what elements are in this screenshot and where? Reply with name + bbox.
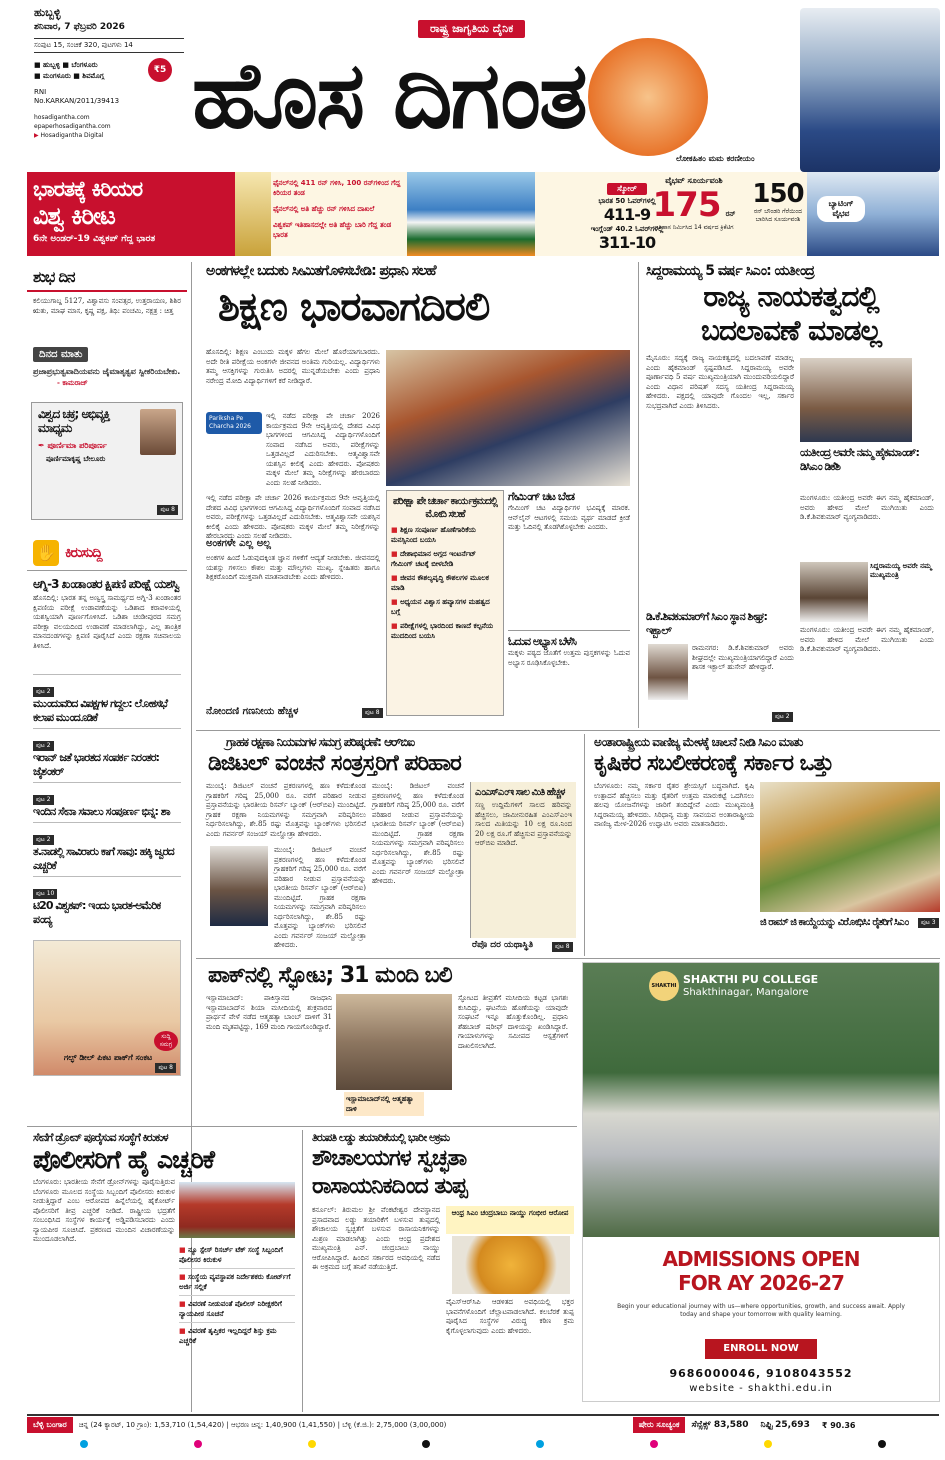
india-map-logo [588, 38, 708, 156]
drone-headline[interactable]: ಪೊಲೀಸರಿಗೆ ಹೈ ಎಚ್ಚರಿಕೆ [33, 1145, 215, 1174]
dks-photo [800, 562, 868, 622]
eng-line: ಇಂಗ್ಲೆಂಡ್ 40.2 ಓವರ್‌ಗಳಲ್ಲಿ [590, 225, 664, 233]
dinada-maatu-heading: ದಿನದ ಮಾತು [33, 347, 88, 362]
youtube-icon: ▶ [34, 132, 39, 139]
lead-photo [386, 350, 630, 486]
tirupati-headline-1[interactable]: ಶೌಚಾಲಯಗಳ ಸ್ವಚ್ಛತಾ [312, 1146, 467, 1171]
siddu-story [642, 262, 940, 728]
drone-item: ■ ಸಂಸ್ಥೆಯ ವ್ಯವಸ್ಥಾಪಕ ನಿರ್ದೇಶಕರು ಕೋರ್ಟ್‌ಗೆ ಅರ್ಜಿ ಸಲ್ಲಿಕೆ [179, 1269, 295, 1296]
editions [34, 60, 104, 82]
brief-1-title[interactable]: ಅಗ್ನಿ-3 ಖಂಡಾಂತರ ಕ್ಷಿಪಣಿ ಪರೀಕ್ಷೆ ಯಶಸ್ವಿ [33, 577, 179, 591]
siddu-sub-title[interactable]: ಡಿ.ಕೆ.ಶಿವಕುಮಾರ್‌ಗೆ ಸಿಎಂ ಸ್ಥಾನ ಶೀಘ್ರ: ಇಕ್ಬಾಲ್ [646, 610, 767, 637]
trophy-image [235, 172, 271, 256]
governor-photo [210, 846, 268, 926]
pak-caption: ಇಸ್ಲಾಮಾಬಾದ್‌ನಲ್ಲಿ ಆತ್ಮಹತ್ಯಾ ದಾಳಿ [344, 1092, 424, 1116]
masthead-issue: ಸಂಪುಟ 15, ಸಂಚಿಕೆ 320, ಪುಟಗಳು 14 [34, 38, 184, 53]
lead-text-2: ಇಲ್ಲಿ ನಡೆದ ಪರೀಕ್ಷಾ ಪೇ ಚರ್ಚಾ 2026 ಕಾರ್ಯಕ್ರಮದ 9ನೇ ಆವೃತ್ತಿಯಲ್ಲಿ ದೇಶದ ವಿವಿಧ ಭಾಗಗಳಿಂದ ಆಗಮಿಸಿದ್ದ ವಿದ್ಯಾರ್ಥಿಗಳೊಂದಿಗೆ ಸಂವಾದ ನಡೆಸಿದ ಅವರು, ಪರೀಕ್ಷೆಗಳನ್ನು ಒತ್ತಡವಿಲ್ಲದೆ ಎದುರಿಸಬೇಕು. ಆತ್ಮವಿಶ್ವಾಸವೇ ಯಶಸ್ಸಿನ ಕೀಲಿಕೈ ಎಂದು ಹೇಳಿದರು. ಪೋಷಕರು ಮಕ್ಕಳ ಮೇಲೆ ತಮ್ಮ ನಿರೀಕ್ಷೆಗಳನ್ನು ಹೇರಬಾರದು ಎಂದು ಸಲಹೆ ನೀಡಿದರು. [266, 412, 380, 487]
brief-item[interactable]: ಪುಟ 10 ಟಿ20 ವಿಶ್ವಕಪ್: ಇಂದು ಭಾರತ-ಅಮೆರಿಕ ಪಂದ್ಯ [33, 876, 181, 930]
siddu-page-link[interactable]: ಪುಟ 2 [772, 712, 793, 722]
banner-note-3: ವಿಶ್ವಕಪ್ ಇತಿಹಾಸದಲ್ಲೇ ಅತಿ ಹೆಚ್ಚು ಬಾರಿ ಗೆದ್ದ ತಂಡ ಭಾರತ [273, 221, 392, 239]
player-stats [639, 176, 749, 232]
college-name: SHAKTHI PU COLLEGE [683, 973, 819, 986]
box-2-text: ಗೇಮಿಂಗ್ ಚಟ ವಿದ್ಯಾರ್ಥಿಗಳ ಭವಿಷ್ಯಕ್ಕೆ ಮಾರಕ. ಆನ್‌ಲೈನ್ ಆಟಗಳಲ್ಲಿ ಸಮಯ ವ್ಯರ್ಥ ಮಾಡದೆ ಕ್ರೀಡೆ ಮತ್ತು ಓದಿನಲ್ಲಿ ತೊಡಗಿಕೊಳ್ಳಬೇಕು ಎಂದರು. [508, 504, 630, 531]
drone-story [27, 1130, 299, 1412]
registration-marks [27, 1440, 939, 1450]
ppc-logo: Pariksha Pe Charcha 2026 [206, 412, 262, 434]
siddu-headline-2[interactable]: ಬದಲಾವಣೆ ಮಾಡಲ್ಲ [700, 314, 881, 347]
ad-body: Begin your educational journey with us—where opportunities, growth, and success await. Apply today and shape your tomorrow with quality learning. [617, 1303, 905, 1318]
farm-photo [760, 782, 940, 912]
batting-label: ಬ್ಯಾಟಿಂಗ್ ವೈಭವ [817, 196, 865, 222]
box-1-title: ಪರೀಕ್ಷಾ ಪೇ ಚರ್ಚಾ ಕಾರ್ಯಕ್ರಮದಲ್ಲಿ ಮೋದಿ ಸಲಹೆ [392, 496, 498, 520]
lead-text-1: ಹೊಸದಿಲ್ಲಿ: ಶಿಕ್ಷಣ ಎಂಬುದು ಮಕ್ಕಳ ಹೆಗಲ ಮೇಲೆ ಹೊರೆಯಾಗಬಾರದು. ಅದೇ ರೀತಿ ಪರೀಕ್ಷೆಯ ಅಂಕಗಳೇ ಜೀವನದ ಅಂತಿಮ ಗುರಿಯಲ್ಲ. ವಿದ್ಯಾರ್ಥಿಗಳು ತಮ್ಮ ಆಸಕ್ತಿಗಳನ್ನು ಗುರುತಿಸಿ ಅದರಲ್ಲಿ ಮುನ್ನಡೆಯಬೇಕು ಎಂದು ಪ್ರಧಾನಿ ನರೇಂದ್ರ ಮೋದಿ ವಿದ್ಯಾರ್ಥಿಗಳಿಗೆ ಕರೆ ನೀಡಿದ್ದಾರೆ. [206, 348, 380, 385]
runs-note: ಇತಿಹಾಸ ನಿರ್ಮಿಸಿದ 14 ವರ್ಷದ ಕ್ರಿಕೆಟಿಗ [654, 224, 734, 231]
yatindra-photo [800, 358, 912, 442]
rbi-text-3: ಮುಂಬೈ: ಡಿಜಿಟಲ್ ವಂಚನೆ ಪ್ರಕರಣಗಳಲ್ಲಿ ಹಣ ಕಳೆದುಕೊಂಡ ಗ್ರಾಹಕರಿಗೆ ಗರಿಷ್ಠ 25,000 ರೂ. ವರೆಗೆ ಪರಿಹಾರ ನೀಡುವ ಪ್ರಸ್ತಾವನೆಯನ್ನು ಭಾರತೀಯ ರಿಸರ್ವ್ ಬ್ಯಾಂಕ್ (ಆರ್‌ಬಿಐ) ಮುಂದಿಟ್ಟಿದೆ. ಗ್ರಾಹಕ ರಕ್ಷಣಾ ನಿಯಮಗಳನ್ನು ಸಮಗ್ರವಾಗಿ ಪರಿಷ್ಕರಿಸಲು ನಿರ್ಧರಿಸಲಾಗಿದ್ದು, ಶೇ.85 ರಷ್ಟು ಮೊತ್ತವನ್ನು ಬ್ಯಾಂಕ್‌ಗಳು ಭರಿಸಲಿವೆ ಎಂದು ಗವರ್ನರ್ ಸಂಜಯ್ ಮಲ್ಹೋತ್ರಾ ಹೇಳಿದರು. [372, 782, 464, 885]
rbi-box-text: ಸಣ್ಣ ಉದ್ದಿಮೆಗಳಿಗೆ ಸಾಲದ ಹರಿವನ್ನು ಹೆಚ್ಚಿಸಲು, ಜಾಮೀನುರಹಿತ ಎಂಎಸ್‌ಎಂಇ ಸಾಲದ ಮಿತಿಯನ್ನು 10 ಲಕ್ಷ ರೂ.ನಿಂದ 20 ಲಕ್ಷ ರೂ.ಗೆ ಹೆಚ್ಚಿಸುವ ಪ್ರಸ್ತಾವನೆಯನ್ನು ಆರ್‌ಬಿಐ ಮಾಡಿದೆ. [475, 801, 572, 847]
box-1-item: ■ ಜೀವನ ಕೌಶಲ್ಯವೃದ್ಧಿ ಕೌಶಲಗಳ ಮೂಲಕ ಮಾಡಿ [391, 573, 499, 593]
quote-author: - ಕಾಮರಾಜ್ [57, 379, 88, 387]
runs-number: 175 [652, 185, 721, 225]
drone-item: ■ ನ್ಯೂ ಸ್ಪೇಸ್ ರಿಸರ್ಚ್ ಟೆಕ್ ಸಂಸ್ಥೆ ಸಿಬ್ಬಂದಿಗೆ ಪೊಲೀಸರ ಕಿರುಕುಳ [179, 1242, 295, 1269]
panchanga-text: ಕಲಿಯುಗಾಬ್ದ 5127, ವಿಶ್ವಾವಸು ಸಂವತ್ಸರ, ಉತ್ತರಾಯಣ, ಶಿಶಿರ ಋತು, ಮಾಘ ಮಾಸ, ಕೃಷ್ಣ ಪಕ್ಷ, ತಿಥಿ: ಪಂಚಮಿ, ನಕ್ಷತ್ರ : ಚಿತ್ತ [33, 297, 181, 315]
rni-number: RNI No.KARKAN/2011/39413 [34, 88, 120, 105]
lead-text-3: ಅಂಕಗಳ ಹಿಂದೆ ಓಡುವುದಕ್ಕಿಂತ ಜ್ಞಾನ ಗಳಿಕೆಗೆ ಆದ್ಯತೆ ನೀಡಬೇಕು. ಜೀವನದಲ್ಲಿ ಯಶಸ್ಸು ಗಳಿಸಲು ಕೌಶಲ ಮತ್ತು ಮೌಲ್ಯಗಳು ಮುಖ್ಯ. ಸ್ನೇಹಿತರು ಹಾಗೂ ಶಿಕ್ಷಕರೊಂದಿಗೆ ಮುಕ್ತವಾಗಿ ಮಾತನಾಡಬೇಕು ಎಂದು ಹೇಳಿದರು. [206, 554, 380, 581]
rupee: ₹ 90.36 [821, 1420, 856, 1430]
newspaper-title-text: ಹೊಸ ದಿಗಂತ [192, 42, 586, 149]
rbi-headline[interactable]: ಡಿಜಿಟಲ್ ವಂಚನೆ ಸಂತ್ರಸ್ತರಿಗೆ ಪರಿಹಾರ [208, 751, 461, 776]
sixes-number: 150 [752, 179, 804, 209]
player-name: ವೈಭವ್ ಸೂರ್ಯವಂಶಿ [665, 176, 723, 185]
ad-phone: 9686000046, 9108043552 [669, 1367, 853, 1380]
siddu-side-text: ಮಂಗಳೂರು: ಯತೀಂದ್ರ ಅವರೇ ಈಗ ನಮ್ಮ ಹೈಕಮಾಂಡ್, ಅವರು ಹೇಳಿದ ಮೇಲೆ ಮುಗಿಯಿತು ಎಂದು ಡಿ.ಕೆ.ಶಿವಕುಮಾರ್ ವ್ಯಂಗ್ಯವಾಡಿದರು. [800, 494, 934, 521]
siddu-side-title[interactable]: ಯತೀಂದ್ರ ಅವರೇ ನಮ್ಮ ಹೈಕಮಾಂಡ್: ಡಿಸಿಎಂ ಡಿಕೆಶಿ [800, 446, 919, 473]
sixes-note: ರನ್ ಬೌಂಡರಿ ಗೆರೆಯಿಂದ ಬಾರಿಸಿದ ಸೂರ್ಯವಂಶಿ [753, 208, 803, 223]
banner-headline-box [27, 172, 235, 256]
masthead-date: ಶನಿವಾರ, 7 ಫೆಬ್ರವರಿ 2026 [34, 22, 125, 32]
lead-text-2b: ಇಲ್ಲಿ ನಡೆದ ಪರೀಕ್ಷಾ ಪೇ ಚರ್ಚಾ 2026 ಕಾರ್ಯಕ್ರಮದ 9ನೇ ಆವೃತ್ತಿಯಲ್ಲಿ ದೇಶದ ವಿವಿಧ ಭಾಗಗಳಿಂದ ಆಗಮಿಸಿದ್ದ ವಿದ್ಯಾರ್ಥಿಗಳೊಂದಿಗೆ ಸಂವಾದ ನಡೆಸಿದ ಅವರು, ಪರೀಕ್ಷೆಗಳನ್ನು ಒತ್ತಡವಿಲ್ಲದೆ ಎದುರಿಸಬೇಕು. ಆತ್ಮವಿಶ್ವಾಸವೇ ಯಶಸ್ಸಿನ ಕೀಲಿಕೈ ಎಂದು ಹೇಳಿದರು. ಪೋಷಕರು ಮಕ್ಕಳ ಮೇಲೆ ತಮ್ಮ ನಿರೀಕ್ಷೆಗಳನ್ನು ಹೇರಬಾರದು ಎಂದು ಸಲಹೆ ನೀಡಿದರು. [206, 494, 380, 540]
siddu-side-text-2: ಮಂಗಳೂರು: ಯತೀಂದ್ರ ಅವರೇ ಈಗ ನಮ್ಮ ಹೈಕಮಾಂಡ್, ಅವರು ಹೇಳಿದ ಮೇಲೆ ಮುಗಿಯಿತು ಎಂದು ಡಿ.ಕೆ.ಶಿವಕುಮಾರ್ ವ್ಯಂಗ್ಯವಾಡಿದರು. [800, 626, 934, 653]
cartoon-tag: ಸುದ್ದಿ ಸಮಗ್ರ [154, 1031, 178, 1051]
column-page-link[interactable]: ಪುಟ 8 [157, 505, 178, 515]
column-title: ವಿಶ್ವದ ಚಕ್ರ; ಅಭಿವ್ಯಕ್ತಿ ಮಾಧ್ಯಮ [38, 407, 110, 435]
rbi-box-title: ಎಂಎಸ್‌ಎಂಇ ಸಾಲ ಮಿತಿ ಹೆಚ್ಚಳ [475, 787, 565, 798]
lead-story [196, 262, 634, 728]
brief-item[interactable]: ಪುಟ 2 ಇರಾನ್ ಜತೆ ಭಾರತದ ಸಂಪರ್ಕ ನಿರಂತರ: ಜೈಶಂಕರ್ [33, 728, 181, 782]
banner-notes [273, 178, 405, 240]
farm-kicker: ಅಂತಾರಾಷ್ಟ್ರೀಯ ವಾಣಿಜ್ಯ ಮೇಳಕ್ಕೆ ಚಾಲನೆ ನೀಡಿ ಸಿಎಂ ಮಾತು [594, 735, 803, 749]
columnist-photo [140, 409, 176, 455]
lead-footer[interactable]: ನೋಂದಣಿ ಗಣನೀಯ ಹೆಚ್ಚಳ [206, 706, 299, 717]
website-link[interactable]: hosadigantha.com [34, 114, 90, 121]
pak-photo [336, 994, 452, 1090]
brief-1-text: ಹೊಸದಿಲ್ಲಿ: ಭಾರತ ತನ್ನ ಅಣ್ವಸ್ತ್ರ ಸಾಮರ್ಥ್ಯದ ಅಗ್ನಿ-3 ಖಂಡಾಂತರ ಕ್ಷಿಪಣಿಯ ಪರೀಕ್ಷೆ ಉಡಾವಣೆಯನ್ನು ಒಡಿಶಾದ ಕರಾವಳಿಯಲ್ಲಿ ಯಶಸ್ವಿಯಾಗಿ ಪೂರ್ಣಗೊಳಿಸಿದೆ. ಒಡಿಶಾ ಚಂಡೀಪುರದ ಸಮಗ್ರ ಪರೀಕ್ಷಾ ವಲಯದಿಂದ ಉಡಾವಣೆ ಮಾಡಲಾಗಿದ್ದು, ಎಲ್ಲ ತಾಂತ್ರಿಕ ಮಾನದಂಡಗಳನ್ನು ಕ್ಷಿಪಣಿ ಪೂರೈಸಿದೆ ಎಂದು ರಕ್ಷಣಾ ಸಚಿವಾಲಯ ತಿಳಿಸಿದೆ. [33, 594, 181, 650]
banner-note-2: ಫೈನಲ್‌ನಲ್ಲಿ ಅತಿ ಹೆಚ್ಚು ರನ್ ಗಳಿಸಿದ ದಾಖಲೆ [273, 205, 375, 213]
pak-text-2: ಸ್ಫೋಟದ ತೀವ್ರತೆಗೆ ಮಸೀದಿಯ ಕಟ್ಟಡ ಭಾಗಶಃ ಕುಸಿದಿದ್ದು, ಘಟನೆಯ ಹೊಣೆಯನ್ನು ಯಾವುದೇ ಸಂಘಟನೆ ಇನ್ನೂ ಹೊತ್ತುಕೊಂಡಿಲ್ಲ. ಪ್ರಧಾನಿ ಶೆಹಬಾಜ್ ಷರೀಫ್ ದಾಳಿಯನ್ನು ಖಂಡಿಸಿದ್ದಾರೆ. ಗಾಯಾಳುಗಳನ್ನು ಸಮೀಪದ ಆಸ್ಪತ್ರೆಗಳಿಗೆ ದಾಖಲಿಸಲಾಗಿದೆ. [458, 994, 568, 1050]
drone-item: ■ ವಿವರಣೆ ತೃಪ್ತಿಕರ ಇಲ್ಲದಿದ್ದರೆ ಶಿಸ್ತು ಕ್ರಮ ಎಚ್ಚರಿಕೆ [179, 1323, 295, 1349]
epaper-link[interactable]: epaperhosadigantha.com [34, 123, 111, 130]
masthead-city: ಹುಬ್ಬಳ್ಳಿ [34, 6, 61, 19]
masthead [0, 0, 945, 172]
cartoon-page-link[interactable]: ಪುಟ 8 [155, 1063, 176, 1073]
ad-headline-2: FOR AY 2026-27 [678, 1271, 844, 1295]
lead-box-2 [508, 490, 630, 620]
lead-box-3 [508, 630, 630, 716]
score-label: ಸ್ಕೋರ್ [607, 183, 647, 195]
rbi-box [470, 782, 576, 938]
brief-list [27, 674, 187, 930]
gold-rates: ಚಿನ್ನ (24 ಕ್ಯಾರಟ್, 10 ಗ್ರಾಂ): 1,53,710 (1,54,420) | ಆಭರಣ ಚಿನ್ನ: 1,40,900 (1,41,550) | ಬೆಳ್ಳಿ (ಕೆ.ಜಿ.): 2,75,000 (3,00,000) [78, 1420, 447, 1429]
tirupati-text-2: ವೈಎಸ್‌ಆರ್‌ಸಿಪಿ ಆಡಳಿತದ ಅವಧಿಯಲ್ಲಿ ಭಕ್ತರ ಭಾವನೆಗಳೊಂದಿಗೆ ಚೆಲ್ಲಾಟವಾಡಲಾಗಿದೆ. ಕಲಬೆರಕೆ ತುಪ್ಪ ಪೂರೈಸಿದ ಸಂಸ್ಥೆಗಳ ವಿರುದ್ಧ ಕಠಿಣ ಕ್ರಮ ಕೈಗೊಳ್ಳಲಾಗುವುದು ಎಂದು ಹೇಳಿದರು. [446, 1298, 574, 1335]
drone-items [179, 1242, 295, 1349]
iqbal-photo [648, 644, 688, 700]
brief-item[interactable]: ಪುಟ 2 ತ.ನಾಡಲ್ಲಿ ಸಾವಿರಾರು ಕಾಗೆ ಸಾವು: ಹಕ್ಕಿ ಜ್ವರದ ಎಚ್ಚರಿಕೆ [33, 822, 181, 876]
banner-headline-2: ವಿಶ್ವ ಕಿರೀಟ [33, 202, 115, 230]
column-box[interactable] [31, 402, 183, 520]
lead-sub-1: ಅಂಕಗಳೇ ಎಲ್ಲ ಅಲ್ಲ [206, 538, 271, 549]
lead-headline[interactable]: ಶಿಕ್ಷಣ ಭಾರವಾಗದಿರಲಿ [218, 284, 490, 330]
tirupati-headline-2[interactable]: ರಾಸಾಯನಿಕದಿಂದ ತುಪ್ಪ [312, 1174, 467, 1199]
batting-photo [807, 172, 939, 256]
website-links [34, 113, 111, 140]
sensex: ಸೆನ್ಸೆಕ್ಸ್ 83,580 [691, 1420, 749, 1430]
rbi-kicker: ಗ್ರಾಹಕ ರಕ್ಷಣಾ ನಿಯಮಗಳ ಸಮಗ್ರ ಪರಿಷ್ಕರಣೆ: ಆರ್‌ಬಿಐ [226, 735, 415, 749]
box-3-title: ಓದುವ ಅಭ್ಯಾಸ ಬೆಳೆಸಿ [508, 635, 576, 648]
india-score: 411-9 [603, 205, 651, 224]
pen-icon: ✒ [38, 441, 45, 450]
tirupati-kicker: ತಿರುಪತಿ ಲಡ್ಡು ತಯಾರಿಕೆಯಲ್ಲಿ ಭಾರೀ ಅಕ್ರಮ [312, 1131, 450, 1144]
college-location: Shakthinagar, Mangalore [683, 987, 809, 998]
farm-caption[interactable]: ಜಿ ರಾಮ್ ಜಿ ಕಾಯ್ದೆಯನ್ನು ವಿರೋಧಿಸಿ: ರೈತರಿಗೆ ಸಿಎಂ [760, 917, 909, 928]
drone-kicker: ಸೇನೆಗೆ ಡ್ರೋನ್ ಪೂರೈಸುವ ಸಂಸ್ಥೆಗೆ ಕಿರುಕುಳ [33, 1131, 168, 1144]
box-1-item: ■ ಶಿಕ್ಷಣ ಸಂಪೂರ್ಣ ಹೊಣೆಗಾರಿಕೆಯ ಮನಸ್ಸಿನಿಂದ ಬಯಸಿ [391, 525, 499, 545]
enroll-button[interactable]: ENROLL NOW [705, 1339, 817, 1359]
gold-label: ಬೆಳ್ಳಿ ಬಂಗಾರ [27, 1417, 73, 1433]
kirusuddi-heading: ✋ ಕಿರುಸುದ್ದಿ [27, 536, 187, 571]
siddu-kicker: ಸಿದ್ದರಾಮಯ್ಯ 5 ವರ್ಷ ಸಿಎಂ: ಯತೀಂದ್ರ [646, 263, 814, 279]
farm-page-link[interactable]: ಪುಟ 3 [918, 918, 939, 928]
quote-text: ಪ್ರಜಾಪ್ರಭುತ್ವವಾದಿಯವನು ಜೈಮಾತೃತ್ವವ ಸ್ವೀಕರಿಯಬೇಕು. [33, 367, 181, 376]
brief-item[interactable]: ಪುಟ 2 ಮುಂದುವರಿದ ವಿಪಕ್ಷಗಳ ಗದ್ದಲ: ಲೋಕಸಭೆ ಕಲಾಪ ಮುಂದೂಡಿಕೆ [33, 674, 181, 728]
market-label: ಷೇರು ಸೂಚ್ಯಂಕ [633, 1417, 686, 1433]
box-3-text: ಮಕ್ಕಳು ಪಠ್ಯದ ಜೊತೆಗೆ ಉತ್ತಮ ಪುಸ್ತಕಗಳನ್ನು ಓದುವ ಅಭ್ಯಾಸ ರೂಢಿಸಿಕೊಳ್ಳಬೇಕು. [508, 649, 630, 667]
cricketer-photo [800, 8, 940, 172]
runs-stat [639, 186, 749, 224]
tirupati-quote-box [446, 1206, 574, 1234]
box-1-item: ■ ದೇಶಾಭಿಮಾನ ಅಗ್ಗದ ಇಂಟರ್ನೆಟ್ ಗೇಮಿಂಗ್ ಚಟಕ್ಕೆ ಬೀಳಬೇಡಿ [391, 549, 499, 569]
cartoon [33, 940, 181, 1076]
lead-kicker: ಅಂಕಗಳಲ್ಲೇ ಬದುಕು ಸೀಮಿತಗೊಳಿಸಬೇಡಿ: ಪ್ರಧಾನಿ ಸಲಹೆ [206, 263, 436, 279]
world-cup-banner [27, 172, 939, 256]
rbi-footer[interactable]: ರೆಪೊ ದರ ಯಥಾಸ್ಥಿತಿ [472, 940, 534, 950]
box-2-title: ಗೇಮಿಂಗ್ ಚಟ ಬೇಡ [508, 490, 574, 503]
newspaper-title [192, 38, 812, 158]
tirupati-text-1: ಕರ್ನೂಲ್: ತಿರುಮಲ ಶ್ರೀ ವೆಂಕಟೇಶ್ವರ ದೇವಸ್ಥಾನದ ಪ್ರಸಾದವಾದ ಲಡ್ಡು ತಯಾರಿಕೆಗೆ ಬಳಸುವ ತುಪ್ಪದಲ್ಲಿ ಶೌಚಾಲಯ ಸ್ವಚ್ಛತೆಗೆ ಬಳಸುವ ರಾಸಾಯನಿಕಗಳನ್ನು ಮಿಶ್ರಣ ಮಾಡಲಾಗಿತ್ತು ಎಂದು ಆಂಧ್ರ ಪ್ರದೇಶದ ಮುಖ್ಯಮಂತ್ರಿ ಎನ್. ಚಂದ್ರಬಾಬು ನಾಯ್ಡು ಆರೋಪಿಸಿದ್ದಾರೆ. ಹಿಂದಿನ ಸರ್ಕಾರದ ಅವಧಿಯಲ್ಲಿ ನಡೆದ ಈ ಅಕ್ರಮದ ಬಗ್ಗೆ ತನಿಖೆ ನಡೆಯುತ್ತಿದೆ. [312, 1206, 440, 1271]
farm-story [588, 734, 940, 956]
drone-text: ಬೆಂಗಳೂರು: ಭಾರತೀಯ ಸೇನೆಗೆ ಡ್ರೋನ್‌ಗಳನ್ನು ಪೂರೈಸುತ್ತಿರುವ ಬೆಂಗಳೂರು ಮೂಲದ ಸಂಸ್ಥೆಯ ಸಿಬ್ಬಂದಿಗೆ ಪೊಲೀಸರು ಕಿರುಕುಳ ನೀಡುತ್ತಿದ್ದಾರೆ ಎಂಬ ಆರೋಪದ ಹಿನ್ನೆಲೆಯಲ್ಲಿ ಹೈಕೋರ್ಟ್ ಪೊಲೀಸರಿಗೆ ತೀವ್ರ ಎಚ್ಚರಿಕೆ ನೀಡಿದೆ. ರಾಷ್ಟ್ರೀಯ ಭದ್ರತೆಗೆ ಸಂಬಂಧಿಸಿದ ಸಂಸ್ಥೆಗಳ ಕಾರ್ಯಕ್ಕೆ ಅಡ್ಡಿಪಡಿಸಬಾರದು ಎಂದು ನ್ಯಾಯಪೀಠ ಸೂಚಿಸಿದೆ. ಪ್ರಕರಣದ ಮುಂದಿನ ವಿಚಾರಣೆಯನ್ನು ಮುಂದೂಡಲಾಗಿದೆ. [33, 1178, 175, 1243]
tirupati-story [306, 1130, 578, 1412]
brief-item[interactable]: ಪುಟ 2 ಇಂದಿನ ಸೇನಾ ಸವಾಲು ಸಂಪೂರ್ಣ ಭಿನ್ನ: ಶಾ [33, 782, 181, 822]
pak-text-1: ಇಸ್ಲಾಮಾಬಾದ್: ಪಾಕಿಸ್ತಾನದ ರಾಜಧಾನಿ ಇಸ್ಲಾಮಾಬಾದ್‌ನ ಶಿಯಾ ಮಸೀದಿಯಲ್ಲಿ ಶುಕ್ರವಾರದ ಪ್ರಾರ್ಥನೆ ವೇಳೆ ನಡೆದ ಆತ್ಮಹತ್ಯಾ ಬಾಂಬ್ ದಾಳಿಗೆ 31 ಮಂದಿ ಮೃತಪಟ್ಟಿದ್ದು, 169 ಮಂದಿ ಗಾಯಗೊಂಡಿದ್ದಾರೆ. [206, 994, 332, 1031]
cartoon-caption: ಗಲ್ಫ್ ಡೀಲ್ ಪಿಕಟ ಪಾಕ್‌ಗೆ ಸಂಕಟ [63, 1053, 153, 1062]
drone-item: ■ ವಿವರಣೆ ನೀಡುವಂತೆ ಪೊಲೀಸ್ ನಿರೀಕ್ಷಕರಿಗೆ ನ್ಯಾಯಪೀಠ ಸೂಚನೆ [179, 1296, 295, 1323]
rbi-story [196, 734, 580, 956]
shubha-dina-heading: ಶುಭ ದಿನ [27, 262, 187, 292]
box-1-item: ■ ಪರೀಕ್ಷೆಗಳಲ್ಲಿ ಭಾರದಿಂದ ಕಾಣದೆ ಕಲ್ಪನೆಯ ಮುದದಿಂದ ಬಯಸಿ [391, 621, 499, 641]
hand-icon: ✋ [33, 540, 59, 566]
banner-subline: 6ನೇ ಅಂಡರ್-19 ವಿಶ್ವಕಪ್ ಗೆದ್ದ ಭಾರತ [33, 234, 156, 244]
box-1-item: ■ ಅಧ್ಯಯನ ವಿಶ್ವಾಸ ಹವ್ಯಾಸಗಳ ಮಹತ್ವದ ಬಗ್ಗೆ [391, 597, 499, 617]
rbi-text-2: ಮುಂಬೈ: ಡಿಜಿಟಲ್ ವಂಚನೆ ಪ್ರಕರಣಗಳಲ್ಲಿ ಹಣ ಕಳೆದುಕೊಂಡ ಗ್ರಾಹಕರಿಗೆ ಗರಿಷ್ಠ 25,000 ರೂ. ವರೆಗೆ ಪರಿಹಾರ ನೀಡುವ ಪ್ರಸ್ತಾವನೆಯನ್ನು ಭಾರತೀಯ ರಿಸರ್ವ್ ಬ್ಯಾಂಕ್ (ಆರ್‌ಬಿಐ) ಮುಂದಿಟ್ಟಿದೆ. ಗ್ರಾಹಕ ರಕ್ಷಣಾ ನಿಯಮಗಳನ್ನು ಸಮಗ್ರವಾಗಿ ಪರಿಷ್ಕರಿಸಲು ನಿರ್ಧರಿಸಲಾಗಿದ್ದು, ಶೇ.85 ರಷ್ಟು ಮೊತ್ತವನ್ನು ಬ್ಯಾಂಕ್‌ಗಳು ಭರಿಸಲಿವೆ ಎಂದು ಗವರ್ನರ್ ಸಂಜಯ್ ಮಲ್ಹೋತ್ರಾ ಹೇಳಿದರು. [274, 846, 366, 949]
high-court-photo [179, 1182, 295, 1238]
lead-box-1 [386, 490, 504, 716]
rbi-text: ಮುಂಬೈ: ಡಿಜಿಟಲ್ ವಂಚನೆ ಪ್ರಕರಣಗಳಲ್ಲಿ ಹಣ ಕಳೆದುಕೊಂಡ ಗ್ರಾಹಕರಿಗೆ ಗರಿಷ್ಠ 25,000 ರೂ. ವರೆಗೆ ಪರಿಹಾರ ನೀಡುವ ಪ್ರಸ್ತಾವನೆಯನ್ನು ಭಾರತೀಯ ರಿಸರ್ವ್ ಬ್ಯಾಂಕ್ (ಆರ್‌ಬಿಐ) ಮುಂದಿಟ್ಟಿದೆ. ಗ್ರಾಹಕ ರಕ್ಷಣಾ ನಿಯಮಗಳನ್ನು ಸಮಗ್ರವಾಗಿ ಪರಿಷ್ಕರಿಸಲು ನಿರ್ಧರಿಸಲಾಗಿದ್ದು, ಶೇ.85 ರಷ್ಟು ಮೊತ್ತವನ್ನು ಬ್ಯಾಂಕ್‌ಗಳು ಭರಿಸಲಿವೆ ಎಂದು ಗವರ್ನರ್ ಸಂಜಯ್ ಮಲ್ಹೋತ್ರಾ ಹೇಳಿದರು. [206, 782, 366, 838]
editions-line-1: ■ ಹುಬ್ಬಳ್ಳಿ ■ ಬೆಂಗಳೂರು [34, 61, 98, 69]
youtube-link[interactable]: ▶ Hosadigantha Digital [34, 132, 104, 139]
pak-headline[interactable]: ಪಾಕ್‌ನಲ್ಲಿ ಸ್ಫೋಟ; 31 ಮಂದಿ ಬಲಿ [208, 963, 452, 988]
market-footer [27, 1414, 939, 1434]
siddu-text: ಮೈಸೂರು: ಸದ್ಯಕ್ಕೆ ರಾಜ್ಯ ನಾಯಕತ್ವದಲ್ಲಿ ಬದಲಾವಣೆ ಮಾಡಲ್ಲ ಎಂದು ಹೈಕಮಾಂಡ್ ಸ್ಪಷ್ಟಪಡಿಸಿದೆ. ಸಿದ್ದರಾಮಯ್ಯ ಅವರೇ ಪೂರ್ಣಾವಧಿ 5 ವರ್ಷ ಮುಖ್ಯಮಂತ್ರಿಯಾಗಿ ಮುಂದುವರಿಯಲಿದ್ದಾರೆ ಎಂದು ವಿಧಾನ ಪರಿಷತ್ ಸದಸ್ಯ ಯತೀಂದ್ರ ಸಿದ್ದರಾಮಯ್ಯ ಹೇಳಿದರು. ಪಕ್ಷದಲ್ಲಿ ಯಾವುದೇ ಗೊಂದಲ ಇಲ್ಲ, ಸರ್ಕಾರ ಸುಭದ್ರವಾಗಿದೆ ಎಂದು ತಿಳಿಸಿದರು. [646, 354, 794, 410]
price-badge: ₹5 [148, 58, 172, 82]
banner-headline-1: ಭಾರತಕ್ಕೆ ಕಿರಿಯರ [33, 177, 143, 201]
lead-page-link[interactable]: ಪುಟ 8 [362, 708, 383, 718]
farm-headline[interactable]: ಕೃಷಿಕರ ಸಬಲೀಕರಣಕ್ಕೆ ಸರ್ಕಾರ ಒತ್ತು [594, 751, 833, 776]
college-ad[interactable] [582, 962, 940, 1402]
siddu-headline-1[interactable]: ರಾಜ್ಯ ನಾಯಕತ್ವದಲ್ಲಿ [703, 280, 879, 313]
ad-headline-1: ADMISSIONS OPEN [662, 1247, 860, 1271]
tagline-bottom: ಲೋಕಹಿತಂ ಮಮ ಕರಣೀಯಂ [676, 154, 755, 163]
farm-text: ಬೆಂಗಳೂರು: ನಮ್ಮ ಸರ್ಕಾರ ರೈತರ ಶ್ರೇಯಸ್ಸಿಗೆ ಬದ್ಧವಾಗಿದೆ. ಕೃಷಿ ಉತ್ಪಾದನೆ ಹೆಚ್ಚಿಸಲು ಮತ್ತು ರೈತರಿಗೆ ಉತ್ತಮ ಮಾರುಕಟ್ಟೆ ಒದಗಿಸಲು ಹಲವು ಯೋಜನೆಗಳನ್ನು ಜಾರಿಗೆ ತಂದಿದ್ದೇವೆ ಎಂದು ಮುಖ್ಯಮಂತ್ರಿ ಸಿದ್ದರಾಮಯ್ಯ ಹೇಳಿದರು. ಸಿರಿಧಾನ್ಯ ಮತ್ತು ಸಾವಯವ ಅಂತಾರಾಷ್ಟ್ರೀಯ ವಾಣಿಜ್ಯ ಮೇಳ-2026 ಉದ್ಘಾಟಿಸಿ ಅವರು ಮಾತನಾಡಿದರು. [594, 782, 754, 828]
nifty: ನಿಫ್ಟಿ 25,693 [760, 1420, 810, 1430]
college-photo [583, 963, 939, 1237]
ad-website[interactable]: website - shakthi.edu.in [689, 1383, 833, 1394]
pak-story [196, 962, 570, 1122]
column-note: ಪೂರ್ಣಿಮಾಕೃಷ್ಣ ಬೇಲೂರು [46, 455, 106, 463]
tirupati-quote: ಆಂಧ್ರ ಸಿಎಂ ಚಂದ್ರಬಾಬು ನಾಯ್ಡು ಗಂಭೀರ ಆರೋಪ [451, 1209, 569, 1217]
sixes-stats [751, 180, 805, 224]
eng-score: 311-10 [598, 233, 656, 252]
siddu-quote: ಸಿದ್ದರಾಮಯ್ಯ ಅವರೇ ನಮ್ಮ ಮುಖ್ಯಮಂತ್ರಿ [870, 562, 932, 579]
college-emblem: SHAKTHI [649, 971, 679, 1001]
siddu-sub-text: ರಾಮನಗರ: ಡಿ.ಕೆ.ಶಿವಕುಮಾರ್ ಅವರು ಶೀಘ್ರದಲ್ಲೇ ಮುಖ್ಯಮಂತ್ರಿಯಾಗಲಿದ್ದಾರೆ ಎಂದು ಶಾಸಕ ಇಕ್ಬಾಲ್ ಹುಸೇನ್ ಹೇಳಿದ್ದಾರೆ. [692, 644, 794, 671]
column-author: ✒ ಪೂರ್ಣಿಮಾ ಪರಿಪೂರ್ಣ [38, 441, 107, 450]
laddu-photo [452, 1236, 570, 1294]
banner-note-1: ಫೈನಲ್‌ನಲ್ಲಿ 411 ರನ್ ಗಳಿಸಿ, 100 ರನ್‌ಗಳಿಂದ ಗೆದ್ದ ಕಿರಿಯರ ತಂಡ [273, 179, 401, 197]
editions-line-2: ■ ಮಂಗಳೂರು ■ ಶಿವಮೊಗ್ಗ [34, 72, 105, 80]
rbi-page-link[interactable]: ಪುಟ 8 [552, 942, 573, 952]
tagline-top: ರಾಷ್ಟ್ರ ಜಾಗೃತಿಯ ದೈನಿಕ [418, 20, 525, 38]
team-photo [407, 172, 535, 256]
india-line: ಭಾರತ 50 ಓವರ್‌ಗಳಲ್ಲಿ [598, 197, 656, 205]
runs-unit: ರನ್ [725, 210, 736, 218]
